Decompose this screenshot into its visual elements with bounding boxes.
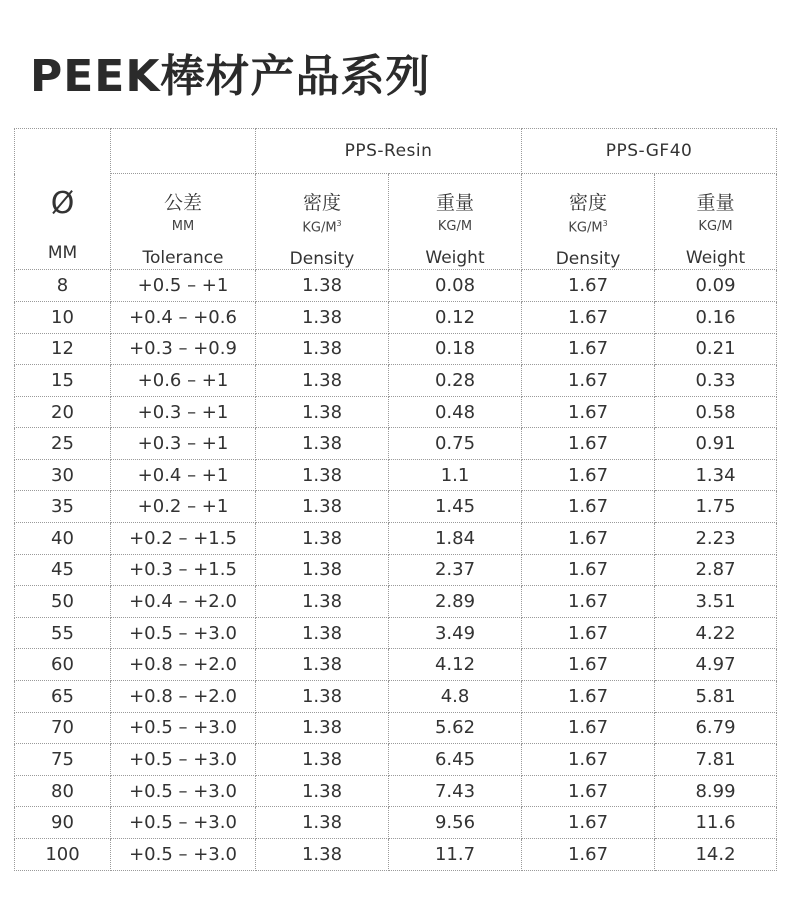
gf40-weight-cell: 1.34 xyxy=(655,459,777,491)
table-row xyxy=(15,712,777,744)
gf40-density-cell: 1.67 xyxy=(522,586,655,618)
diameter-cell: 70 xyxy=(15,712,111,744)
gf40-density-cell: 1.67 xyxy=(522,270,655,302)
resin-density-cell: 1.38 xyxy=(256,491,389,523)
resin-density-cell: 1.38 xyxy=(256,586,389,618)
gf40-weight-cell: 7.81 xyxy=(655,744,777,776)
resin-density-cell: 1.38 xyxy=(256,775,389,807)
table-row xyxy=(15,775,777,807)
table-row xyxy=(15,365,777,397)
tolerance-cell: +0.5 – +1 xyxy=(111,270,256,302)
diameter-cell: 35 xyxy=(15,491,111,523)
resin-weight-cell: 9.56 xyxy=(389,807,522,839)
gf40-density-cell: 1.67 xyxy=(522,491,655,523)
resin-weight-cell: 2.37 xyxy=(389,554,522,586)
gf40-density-cell: 1.67 xyxy=(522,301,655,333)
tolerance-cell: +0.4 – +0.6 xyxy=(111,301,256,333)
tolerance-cell: +0.8 – +2.0 xyxy=(111,681,256,713)
resin-density-cell: 1.38 xyxy=(256,839,389,871)
resin-weight-cell: 0.12 xyxy=(389,301,522,333)
gf40-density-cell: 1.67 xyxy=(522,775,655,807)
tolerance-cell: +0.5 – +3.0 xyxy=(111,617,256,649)
diameter-cell: 8 xyxy=(15,270,111,302)
table-row xyxy=(15,428,777,460)
diameter-header xyxy=(15,129,111,270)
tolerance-cell: +0.8 – +2.0 xyxy=(111,649,256,681)
gf40-density-cell: 1.67 xyxy=(522,617,655,649)
gf40-density-cell: 1.67 xyxy=(522,428,655,460)
resin-weight-cell: 3.49 xyxy=(389,617,522,649)
resin-weight-cell: 1.45 xyxy=(389,491,522,523)
resin-weight-cell: 0.08 xyxy=(389,270,522,302)
resin-weight-cell: 11.7 xyxy=(389,839,522,871)
gf40-density-cell: 1.67 xyxy=(522,839,655,871)
diameter-cell: 65 xyxy=(15,681,111,713)
gf40-density-cell: 1.67 xyxy=(522,333,655,365)
table-row xyxy=(15,807,777,839)
gf40-weight-cell: 0.09 xyxy=(655,270,777,302)
table-row xyxy=(15,523,777,555)
resin-weight-cell: 0.48 xyxy=(389,396,522,428)
table-row xyxy=(15,459,777,491)
diameter-cell: 75 xyxy=(15,744,111,776)
tolerance-cell: +0.3 – +1 xyxy=(111,396,256,428)
tolerance-cell: +0.2 – +1 xyxy=(111,491,256,523)
resin-density-cell: 1.38 xyxy=(256,649,389,681)
group-header-resin: PPS-Resin xyxy=(256,129,522,174)
resin-weight-cell: 5.62 xyxy=(389,712,522,744)
resin-density-cell: 1.38 xyxy=(256,554,389,586)
diameter-cell: 25 xyxy=(15,428,111,460)
table-row xyxy=(15,396,777,428)
diameter-cell: 80 xyxy=(15,775,111,807)
diameter-cell: 60 xyxy=(15,649,111,681)
diameter-cell: 15 xyxy=(15,365,111,397)
diameter-cell: 50 xyxy=(15,586,111,618)
gf40-density-cell: 1.67 xyxy=(522,523,655,555)
gf40-weight-cell: 0.91 xyxy=(655,428,777,460)
diameter-cell: 100 xyxy=(15,839,111,871)
table-row xyxy=(15,586,777,618)
group-header-gf40: PPS-GF40 xyxy=(522,129,777,174)
tolerance-cell: +0.5 – +3.0 xyxy=(111,712,256,744)
table-row xyxy=(15,681,777,713)
table-row xyxy=(15,617,777,649)
tolerance-cell: +0.6 – +1 xyxy=(111,365,256,397)
resin-weight-cell: 6.45 xyxy=(389,744,522,776)
gf40-weight-cell: 8.99 xyxy=(655,775,777,807)
table-row xyxy=(15,270,777,302)
gf40-density-cell: 1.67 xyxy=(522,649,655,681)
gf40-density-cell: 1.67 xyxy=(522,744,655,776)
blank-header-cell xyxy=(111,129,256,174)
diameter-cell: 12 xyxy=(15,333,111,365)
gf40-weight-cell: 0.16 xyxy=(655,301,777,333)
table-row xyxy=(15,839,777,871)
table-row xyxy=(15,554,777,586)
resin-density-cell: 1.38 xyxy=(256,744,389,776)
gf40-density-cell: 1.67 xyxy=(522,365,655,397)
gf40-density-cell: 1.67 xyxy=(522,807,655,839)
gf40-weight-cell: 0.21 xyxy=(655,333,777,365)
gf40-weight-cell: 5.81 xyxy=(655,681,777,713)
gf40-weight-cell: 0.33 xyxy=(655,365,777,397)
gf40-weight-cell: 2.23 xyxy=(655,523,777,555)
resin-density-cell: 1.38 xyxy=(256,428,389,460)
gf40-density-cell: 1.67 xyxy=(522,396,655,428)
tolerance-cell: +0.3 – +0.9 xyxy=(111,333,256,365)
resin-density-cell: 1.38 xyxy=(256,301,389,333)
diameter-cell: 20 xyxy=(15,396,111,428)
diameter-cell: 45 xyxy=(15,554,111,586)
gf40-weight-cell: 11.6 xyxy=(655,807,777,839)
resin-weight-cell: 1.1 xyxy=(389,459,522,491)
gf40-weight-cell: 2.87 xyxy=(655,554,777,586)
resin-weight-cell: 0.18 xyxy=(389,333,522,365)
gf40-weight-cell: 0.58 xyxy=(655,396,777,428)
resin-density-cell: 1.38 xyxy=(256,617,389,649)
tolerance-cell: +0.5 – +3.0 xyxy=(111,744,256,776)
table-row xyxy=(15,744,777,776)
tolerance-header: 公差 MM Tolerance xyxy=(111,174,256,270)
diameter-cell: 90 xyxy=(15,807,111,839)
resin-density-cell: 1.38 xyxy=(256,681,389,713)
resin-density-cell: 1.38 xyxy=(256,807,389,839)
table-row xyxy=(15,301,777,333)
resin-weight-header: 重量 KG/M Weight xyxy=(389,174,522,270)
diameter-cell: 10 xyxy=(15,301,111,333)
page-title: PEEK棒材产品系列 xyxy=(30,51,431,102)
resin-weight-cell: 7.43 xyxy=(389,775,522,807)
gf40-density-cell: 1.67 xyxy=(522,554,655,586)
resin-weight-cell: 0.28 xyxy=(389,365,522,397)
diameter-cell: 30 xyxy=(15,459,111,491)
gf40-weight-header: 重量 KG/M Weight xyxy=(655,174,777,270)
gf40-weight-cell: 6.79 xyxy=(655,712,777,744)
gf40-density-header: 密度 $KG/M^3$ Density xyxy=(522,174,655,270)
resin-density-cell: 1.38 xyxy=(256,365,389,397)
resin-density-cell: 1.38 xyxy=(256,270,389,302)
tolerance-cell: +0.5 – +3.0 xyxy=(111,775,256,807)
product-spec-table xyxy=(14,128,777,871)
table-row xyxy=(15,491,777,523)
diameter-cell: 55 xyxy=(15,617,111,649)
tolerance-cell: +0.5 – +3.0 xyxy=(111,807,256,839)
resin-weight-cell: 1.84 xyxy=(389,523,522,555)
gf40-density-cell: 1.67 xyxy=(522,681,655,713)
tolerance-cell: +0.2 – +1.5 xyxy=(111,523,256,555)
gf40-density-cell: 1.67 xyxy=(522,459,655,491)
tolerance-cell: +0.3 – +1 xyxy=(111,428,256,460)
gf40-density-cell: 1.67 xyxy=(522,712,655,744)
resin-weight-cell: 0.75 xyxy=(389,428,522,460)
resin-weight-cell: 4.8 xyxy=(389,681,522,713)
resin-density-cell: 1.38 xyxy=(256,523,389,555)
resin-density-cell: 1.38 xyxy=(256,459,389,491)
resin-density-cell: 1.38 xyxy=(256,333,389,365)
diameter-unit: MM xyxy=(47,243,78,264)
table-row xyxy=(15,649,777,681)
resin-density-header: 密度 $KG/M^3$ Density xyxy=(256,174,389,270)
resin-weight-cell: 2.89 xyxy=(389,586,522,618)
resin-density-cell: 1.38 xyxy=(256,396,389,428)
resin-density-cell: 1.38 xyxy=(256,712,389,744)
gf40-weight-cell: 3.51 xyxy=(655,586,777,618)
gf40-weight-cell: 4.97 xyxy=(655,649,777,681)
tolerance-cell: +0.4 – +2.0 xyxy=(111,586,256,618)
resin-weight-cell: 4.12 xyxy=(389,649,522,681)
table-row xyxy=(15,333,777,365)
gf40-weight-cell: 4.22 xyxy=(655,617,777,649)
tolerance-cell: +0.4 – +1 xyxy=(111,459,256,491)
diameter-symbol: Ø xyxy=(50,186,75,222)
diameter-cell: 40 xyxy=(15,523,111,555)
tolerance-cell: +0.5 – +3.0 xyxy=(111,839,256,871)
tolerance-cell: +0.3 – +1.5 xyxy=(111,554,256,586)
gf40-weight-cell: 14.2 xyxy=(655,839,777,871)
gf40-weight-cell: 1.75 xyxy=(655,491,777,523)
